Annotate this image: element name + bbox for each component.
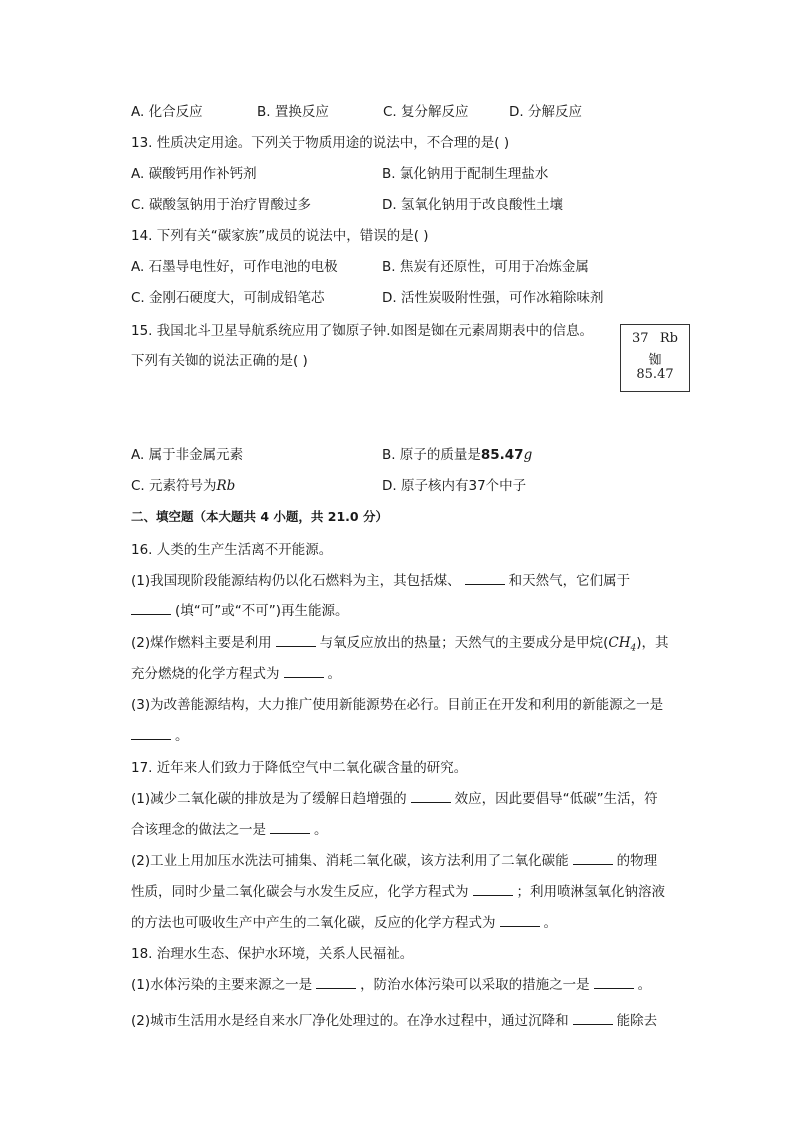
q14-option-c: C. 金刚石硬度大，可制成铅笔芯 [131, 290, 325, 306]
q14-stem: 14. 下列有关“碳家族”成员的说法中，错误的是( ) [131, 228, 429, 244]
q16-part3: (3)为改善能源结构，大力推广使用新能源势在必行。目前正在开发和利用的新能源之一是 [131, 697, 664, 713]
q18-stem: 18. 治理水生态、保护水环境，关系人民福祉。 [131, 946, 414, 962]
periodic-element-card [620, 324, 690, 392]
answer-blank [573, 1012, 613, 1025]
answer-blank [131, 602, 171, 615]
atomic-mass: 85.47 [636, 367, 674, 382]
q13-stem: 13. 性质决定用途。下列关于物质用途的说法中，不合理的是( ) [131, 135, 510, 151]
element-symbol: Rb [659, 331, 678, 346]
q15-stem-line2: 下列有关铷的说法正确的是( ) [131, 353, 308, 369]
answer-blank [411, 790, 451, 803]
answer-blank [473, 883, 513, 896]
q15-stem-line1: 15. 我国北斗卫星导航系统应用了铷原子钟.如图是铷在元素周期表中的信息。 [131, 323, 594, 339]
atomic-number: 37 [632, 331, 649, 346]
answer-blank [131, 727, 171, 740]
q13-option-c: C. 碳酸氢钠用于治疗胃酸过多 [131, 197, 312, 213]
q15-option-a: A. 属于非金属元素 [131, 447, 244, 463]
answer-blank [270, 821, 310, 834]
q17-stem: 17. 近年来人们致力于降低空气中二氧化碳含量的研究。 [131, 760, 468, 776]
q15-option-d: D. 原子核内有37个中子 [382, 478, 527, 494]
section-title: 二、填空题（本大题共 4 小题，共 21.0 分） [131, 509, 388, 524]
q14-option-a: A. 石墨导电性好，可作电池的电极 [131, 259, 338, 275]
q16-part1: (1)我国现阶段能源结构仍以化石燃料为主，其包括煤、 和天然气，它们属于 [131, 573, 631, 589]
q17-part2: (2)工业上用加压水洗法可捕集、消耗二氧化碳，该方法利用了二氧化碳能 的物理 [131, 853, 658, 869]
answer-blank [284, 665, 324, 678]
answer-blank [573, 852, 613, 865]
q13-option-a: A. 碳酸钙用作补钙剂 [131, 166, 257, 182]
q18-part1: (1)水体污染的主要来源之一是 ，防治水体污染可以采取的措施之一是 。 [131, 977, 652, 993]
q13-option-b: B. 氯化钠用于配制生理盐水 [382, 166, 549, 182]
q14-option-d: D. 活性炭吸附性强，可作冰箱除味剂 [382, 290, 604, 306]
q16-stem: 16. 人类的生产生活离不开能源。 [131, 542, 333, 558]
q17-part2-cont2: 的方法也可吸收生产中产生的二氧化碳，反应的化学方程式为 。 [131, 915, 557, 931]
q14-option-b: B. 焦炭有还原性，可用于冶炼金属 [382, 259, 589, 275]
q15-option-b: B. 原子的质量是85.47g [382, 447, 533, 463]
answer-blank [500, 914, 540, 927]
q17-part2-cont: 性质，同时少量二氧化碳会与水发生反应，化学方程式为 ；利用喷淋氢氧化钠溶液 [131, 884, 665, 900]
q12-options [131, 103, 651, 121]
answer-blank [316, 976, 356, 989]
q12-option-d: D. 分解反应 [509, 104, 582, 120]
q16-part3-cont: 。 [131, 727, 189, 745]
q12-option-c: C. 复分解反应 [383, 104, 469, 120]
q18-part2: (2)城市生活用水是经自来水厂净化处理过的。在净水过程中，通过沉降和 能除去 [131, 1013, 658, 1029]
q16-part1-cont: (填“可”或“不可”)再生能源。 [131, 602, 349, 620]
answer-blank [594, 976, 634, 989]
answer-blank [465, 572, 505, 585]
q16-part2-cont: 充分燃烧的化学方程式为 。 [131, 666, 341, 682]
q16-part2: (2)煤作燃料主要是利用 与氧反应放出的热量；天然气的主要成分是甲烷$(CH_4)$，其 [131, 635, 669, 654]
q17-part1-cont: 合该理念的做法之一是 。 [131, 822, 328, 838]
q15-option-c: C. 元素符号为Rb [131, 478, 236, 494]
q17-part1: (1)减少二氧化碳的排放是为了缓解日趋增强的 效应，因此要倡导“低碳”生活，符 [131, 791, 658, 807]
q12-option-b: B. 置换反应 [257, 104, 329, 120]
q13-option-d: D. 氢氧化钠用于改良酸性土壤 [382, 197, 563, 213]
q12-option-a: A. 化合反应 [131, 104, 203, 120]
element-name: 铷 [648, 353, 662, 368]
answer-blank [276, 634, 316, 647]
